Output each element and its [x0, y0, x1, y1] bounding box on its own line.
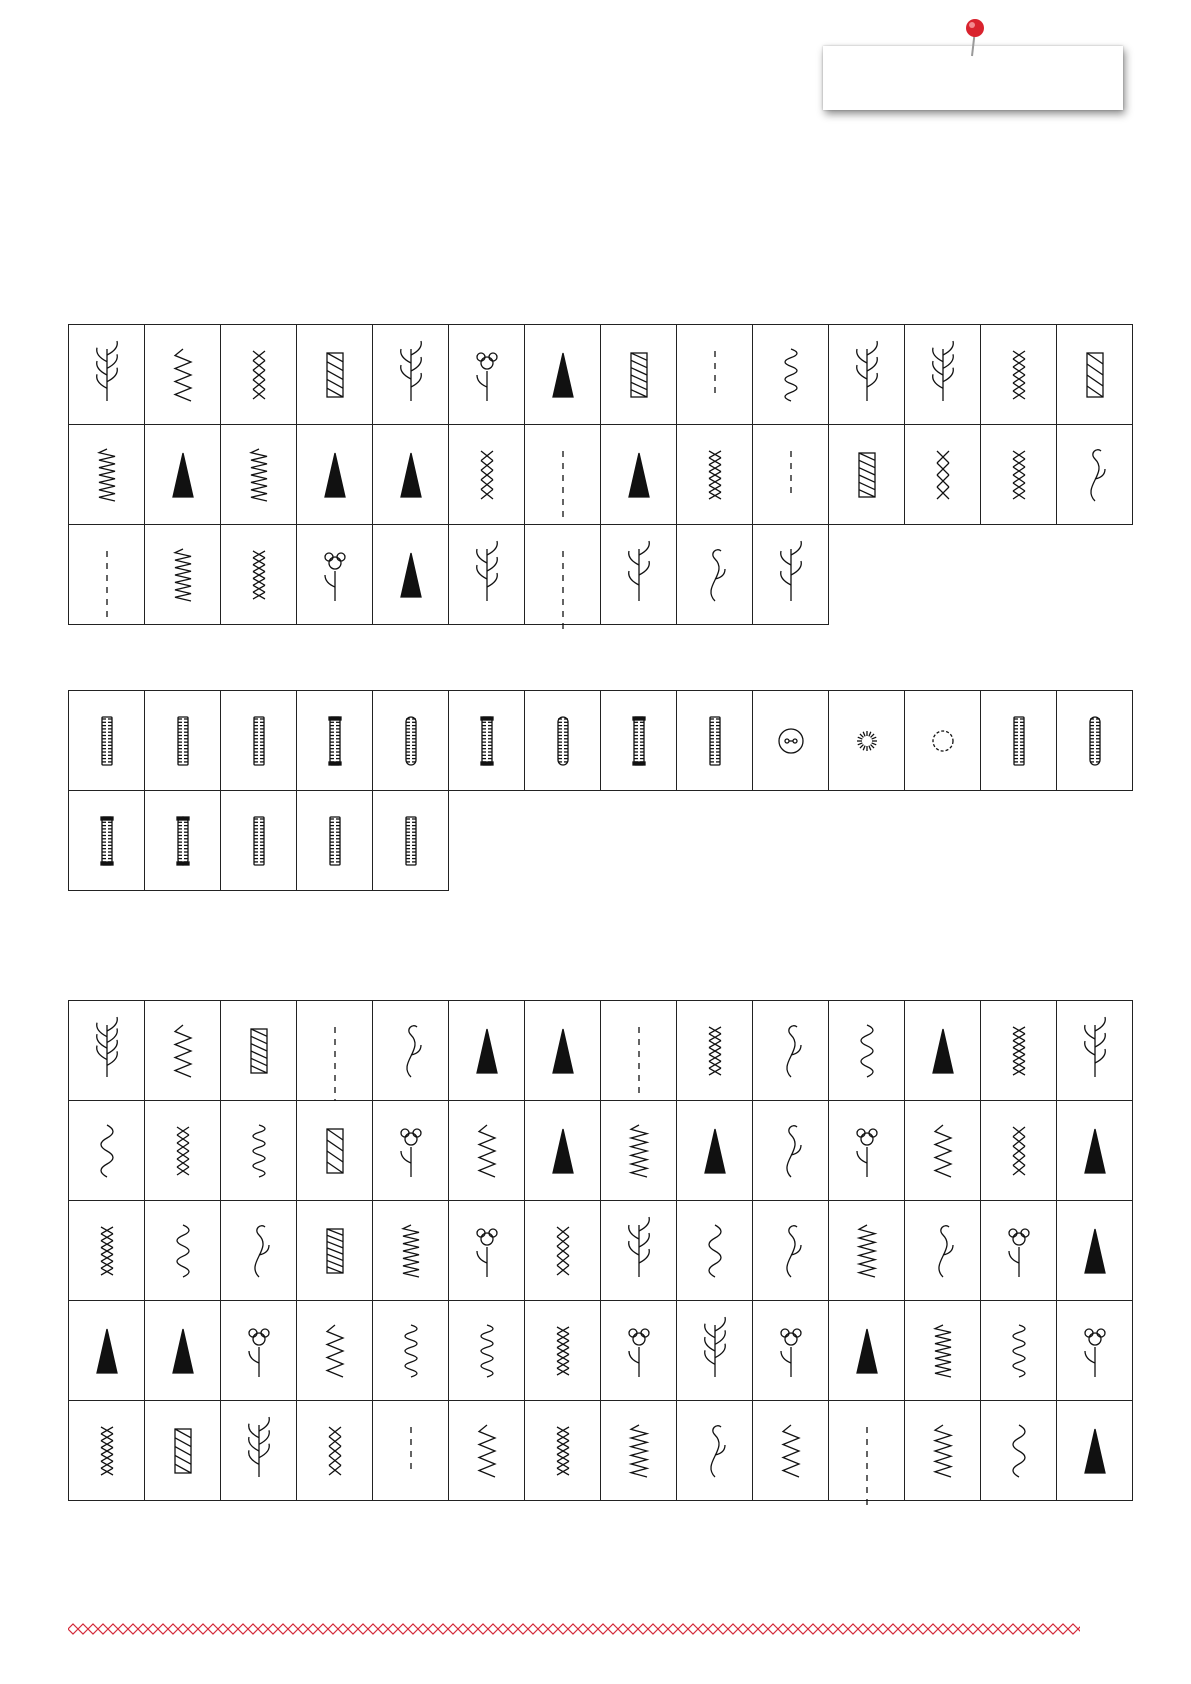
round-tree-icon: [847, 1419, 887, 1483]
stitch-cell: [145, 791, 221, 891]
stitch-cell: [221, 1001, 297, 1101]
stitch-cell: [525, 691, 601, 791]
stitch-cell: [145, 425, 221, 525]
stitch-cell: [525, 325, 601, 425]
stitch-cell: [981, 1201, 1057, 1301]
stitch-cell: [449, 691, 525, 791]
leaf-curl-icon: [999, 1319, 1039, 1383]
stitch-cell: [905, 1201, 981, 1301]
stitch-cell: [221, 325, 297, 425]
leaf-outline-icon: [847, 1019, 887, 1083]
stitch-cell: [981, 425, 1057, 525]
bud-leaf-icon: [239, 1019, 279, 1083]
ribbon-wave-icon: [315, 543, 355, 607]
mushroom-icon: [999, 1419, 1039, 1483]
stitch-cell: [677, 1101, 753, 1201]
stitch-cell: [373, 791, 449, 891]
stitch-cell: [981, 1001, 1057, 1101]
bh-narrow-icon: [163, 709, 203, 773]
tree-branch-icon: [467, 1319, 507, 1383]
serpentine-icon: [315, 343, 355, 407]
decorative-stitch-grid: [68, 1000, 1133, 1501]
lotus-small-icon: [163, 1419, 203, 1483]
bh-round-icon: [391, 709, 431, 773]
red-diamond-chain-border: [68, 1622, 1080, 1636]
stitch-cell: [449, 1201, 525, 1301]
stitch-cell: [981, 1401, 1057, 1501]
stitch-cell: [601, 1201, 677, 1301]
stitch-cell: [601, 691, 677, 791]
stitch-cell: [373, 1201, 449, 1301]
stitch-cell: [601, 525, 677, 625]
wave-icon: [239, 343, 279, 407]
feather-leaf-icon: [315, 1119, 355, 1183]
satin-block-icon: [695, 443, 735, 507]
diamond-stack-icon: [467, 543, 507, 607]
eyelet-star-icon: [847, 709, 887, 773]
stitch-cell: [69, 1401, 145, 1501]
stitch-cell: [677, 525, 753, 625]
bh-fringe-icon: [999, 709, 1039, 773]
bh-heirloom-icon: [315, 709, 355, 773]
short-dash-icon: [163, 543, 203, 607]
running-wave-icon: [87, 443, 127, 507]
stitch-cell: [753, 425, 829, 525]
rose-vine-icon: [695, 1219, 735, 1283]
swirl-vine-icon: [543, 1019, 583, 1083]
straight-dash-icon: [467, 343, 507, 407]
small-fern-icon: [619, 1219, 659, 1283]
stitch-cell: [905, 425, 981, 525]
bh-straight-outline-icon: [695, 709, 735, 773]
stitch-cell: [829, 325, 905, 425]
stitch-cell: [1057, 691, 1133, 791]
stitch-cell: [297, 1401, 373, 1501]
stitch-cell: [297, 525, 373, 625]
wheat-icon: [391, 1219, 431, 1283]
fern-arc-icon: [87, 1119, 127, 1183]
arrow-stack-icon: [619, 543, 659, 607]
stitch-cell: [677, 691, 753, 791]
triple-straight-icon: [391, 343, 431, 407]
stitch-cell: [373, 1101, 449, 1201]
stitch-cell: [221, 425, 297, 525]
stitch-cell: [145, 1101, 221, 1201]
triangle-fill-icon: [923, 443, 963, 507]
zigzag-icon: [163, 343, 203, 407]
straight-icon: [87, 343, 127, 407]
stitch-cell: [1057, 1001, 1133, 1101]
bird-branch-icon: [847, 1119, 887, 1183]
stretch-overlock-icon: [315, 443, 355, 507]
flower-cluster-icon: [923, 1119, 963, 1183]
stitch-cell: [297, 325, 373, 425]
checker-box-icon: [695, 543, 735, 607]
stitch-cell: [145, 1401, 221, 1501]
tulip-pair-icon: [87, 1019, 127, 1083]
single-straight-icon: [239, 543, 279, 607]
tiny-bar-icon: [847, 443, 887, 507]
stitch-cell: [829, 1201, 905, 1301]
stitch-cell: [981, 325, 1057, 425]
sprout-icon: [999, 1019, 1039, 1083]
stitch-cell: [449, 1401, 525, 1501]
stitch-cell: [829, 1301, 905, 1401]
stitch-cell: [905, 691, 981, 791]
tulip-bed-icon: [239, 1419, 279, 1483]
blind-hem-icon: [695, 343, 735, 407]
berry-vine-icon: [391, 1019, 431, 1083]
bh-satin-icon: [391, 809, 431, 873]
butterfly-icon: [543, 1319, 583, 1383]
hem-curve-icon: [1075, 443, 1115, 507]
stitch-cell: [449, 525, 525, 625]
stitch-cell: [221, 525, 297, 625]
stitch-cell: [753, 325, 829, 425]
stem-leaf-icon: [923, 1019, 963, 1083]
stitch-cell: [905, 1401, 981, 1501]
stitch-cell: [677, 1401, 753, 1501]
stitch-cell: [221, 1401, 297, 1501]
apple-leaf-icon: [771, 1119, 811, 1183]
bellflower-icon: [999, 1219, 1039, 1283]
stitch-cell: [373, 691, 449, 791]
bh-stretch-icon: [239, 709, 279, 773]
stitch-cell: [297, 1201, 373, 1301]
curl-vine-icon: [391, 1319, 431, 1383]
stitch-cell: [449, 1101, 525, 1201]
stitch-cell: [525, 1201, 601, 1301]
crescent-icon: [163, 1219, 203, 1283]
bh-keyhole-oval-icon: [543, 709, 583, 773]
tulip-stem-icon: [1075, 1219, 1115, 1283]
stitch-cell: [373, 1001, 449, 1101]
stitch-cell: [1057, 425, 1133, 525]
stitch-cell: [1057, 1101, 1133, 1201]
comb-icon: [391, 543, 431, 607]
stitch-cell: [601, 1401, 677, 1501]
stitch-cell: [981, 1101, 1057, 1201]
stitch-cell: [145, 325, 221, 425]
wheat-ear-icon: [391, 1419, 431, 1483]
stitch-cell: [221, 691, 297, 791]
stitch-cell: [69, 1201, 145, 1301]
stitch-cell: [1057, 1301, 1133, 1401]
slant-icon: [999, 343, 1039, 407]
stitch-cell: [69, 425, 145, 525]
stitch-cell: [1057, 325, 1133, 425]
stitch-cell: [69, 1301, 145, 1401]
bh-keyhole-square-icon: [619, 709, 659, 773]
stitch-cell: [373, 325, 449, 425]
bartack-icon: [771, 443, 811, 507]
button-sew-icon: [771, 709, 811, 773]
tree-circles-icon: [771, 1419, 811, 1483]
stitch-cell: [905, 1301, 981, 1401]
stitch-cell: [525, 525, 601, 625]
stitch-cell: [1057, 1401, 1133, 1501]
single-bar-icon: [543, 443, 583, 507]
stitch-cell: [525, 425, 601, 525]
dandelion-icon: [695, 1319, 735, 1383]
stitch-cell: [981, 1301, 1057, 1401]
stitch-cell: [753, 1101, 829, 1201]
butterfly-leaf-icon: [391, 1119, 431, 1183]
lily-spray-icon: [163, 1119, 203, 1183]
stitch-cell: [753, 1001, 829, 1101]
stitch-cell: [829, 1101, 905, 1201]
practical-stitch-grid: [68, 324, 1133, 625]
stitch-cell: [829, 1001, 905, 1101]
tulip-fan-icon: [467, 1119, 507, 1183]
stitch-cell: [449, 1001, 525, 1101]
stitch-cell: [373, 1401, 449, 1501]
stitch-cell: [221, 791, 297, 891]
stitch-cell: [69, 525, 145, 625]
oak-leaf-icon: [619, 1119, 659, 1183]
stitch-cell: [297, 1101, 373, 1201]
stitch-cell: [69, 325, 145, 425]
curl-leaf-icon: [695, 1019, 735, 1083]
stitch-cell: [753, 1301, 829, 1401]
figure-eight-icon: [1075, 1319, 1115, 1383]
bh-oval-dense-icon: [1075, 709, 1115, 773]
rosebud-icon: [847, 1219, 887, 1283]
four-petal-icon: [239, 1319, 279, 1383]
stitch-cell: [601, 425, 677, 525]
stitch-cell: [601, 1001, 677, 1101]
stitch-cell: [373, 425, 449, 525]
heart-leaves-icon: [999, 1119, 1039, 1183]
paisley-icon: [923, 1319, 963, 1383]
maple-leaf-icon: [619, 1019, 659, 1083]
stitch-cell: [69, 1101, 145, 1201]
stitch-cell: [449, 1301, 525, 1401]
stitch-cell: [829, 1401, 905, 1501]
stitch-cell: [145, 525, 221, 625]
stitch-cell: [297, 425, 373, 525]
stitch-cell: [677, 425, 753, 525]
stitch-cell: [297, 791, 373, 891]
buttonhole-grid: [68, 690, 1133, 891]
stitch-cell: [753, 525, 829, 625]
pine-tree-icon: [923, 1419, 963, 1483]
stitch-cell: [449, 425, 525, 525]
stitch-cell: [829, 425, 905, 525]
s-wave-icon: [695, 1119, 735, 1183]
stitch-cell: [677, 325, 753, 425]
stitch-cell: [221, 1301, 297, 1401]
dark-leaves-icon: [239, 1119, 279, 1183]
stitch-cell: [753, 1201, 829, 1301]
flower-cross-icon: [467, 1019, 507, 1083]
stitch-cell: [69, 791, 145, 891]
stitch-cell: [221, 1101, 297, 1201]
stitch-cell: [601, 1301, 677, 1401]
mesh-icon: [467, 443, 507, 507]
double-overlock-icon: [391, 443, 431, 507]
stitch-cell: [981, 691, 1057, 791]
bush-leaves-icon: [619, 1319, 659, 1383]
stitch-cell: [373, 525, 449, 625]
flower-pair-icon: [163, 1019, 203, 1083]
vine-leaves-icon: [543, 1219, 583, 1283]
bh-keyhole-icon: [467, 709, 507, 773]
stitch-cell: [297, 1001, 373, 1101]
honeycomb-icon: [1075, 343, 1115, 407]
stitch-cell: [829, 691, 905, 791]
stitch-cell: [677, 1301, 753, 1401]
stitch-cell: [297, 1301, 373, 1401]
blossom-trail-icon: [163, 1319, 203, 1383]
stitch-cell: [69, 1001, 145, 1101]
stitch-cell: [221, 1201, 297, 1301]
pushpin-icon: [960, 16, 990, 58]
bh-keyhole-alt-icon: [239, 809, 279, 873]
stitch-cell: [525, 1401, 601, 1501]
dark-flower-vine-icon: [771, 1219, 811, 1283]
stitch-cell: [905, 1001, 981, 1101]
sunburst-icon: [239, 1219, 279, 1283]
stitch-cell: [677, 1001, 753, 1101]
zigzag-wide-icon: [543, 343, 583, 407]
stitch-cell: [753, 1401, 829, 1501]
pin-flowers-icon: [771, 1319, 811, 1383]
bh-arrow-icon: [315, 809, 355, 873]
seed-stems-icon: [847, 1319, 887, 1383]
stitch-cell: [145, 1301, 221, 1401]
eyelet-round-icon: [923, 709, 963, 773]
stitch-cell: [525, 1001, 601, 1101]
star-vine-icon: [1075, 1019, 1115, 1083]
stitch-cell: [753, 691, 829, 791]
double-straight-icon: [87, 543, 127, 607]
curl-flower-icon: [315, 1319, 355, 1383]
stitch-cell: [297, 691, 373, 791]
tight-zigzag-icon: [239, 443, 279, 507]
stitch-cell: [905, 325, 981, 425]
tree-fill-icon: [999, 443, 1039, 507]
fan-border-icon: [695, 1419, 735, 1483]
rose-cluster-icon: [87, 1319, 127, 1383]
stitch-cell: [1057, 1201, 1133, 1301]
dense-bars-icon: [619, 443, 659, 507]
stitch-cell: [145, 1001, 221, 1101]
bead-arc-icon: [87, 1219, 127, 1283]
bh-oval-alt-icon: [163, 809, 203, 873]
stitch-cell: [601, 1101, 677, 1201]
vari-overlock-icon: [771, 343, 811, 407]
fern-fan-icon: [771, 1019, 811, 1083]
lotus-wide-icon: [315, 1419, 355, 1483]
stitch-cell: [69, 691, 145, 791]
fern-spray-icon: [315, 1219, 355, 1283]
palm-icon: [619, 1419, 659, 1483]
stitch-cell: [145, 1201, 221, 1301]
stitch-cell: [449, 325, 525, 425]
stitch-cell: [525, 1101, 601, 1201]
stitch-cell: [373, 1301, 449, 1401]
tri-zigzag-icon: [923, 343, 963, 407]
rose-border-icon: [1075, 1419, 1115, 1483]
stitch-cell: [145, 691, 221, 791]
bh-standard-icon: [87, 709, 127, 773]
lotus-icon: [87, 1419, 127, 1483]
clover-box-icon: [543, 1119, 583, 1183]
cross-zig-icon: [543, 543, 583, 607]
scallop-zig-icon: [163, 443, 203, 507]
stitch-cell: [525, 1301, 601, 1401]
cactus-icon: [543, 1419, 583, 1483]
leaf-sprig-icon: [467, 1419, 507, 1483]
leaf-wreath-icon: [923, 1219, 963, 1283]
stitch-cell: [905, 1101, 981, 1201]
bh-fringe-alt-icon: [87, 809, 127, 873]
stitch-cell: [601, 325, 677, 425]
stitch-cell: [677, 1201, 753, 1301]
floral-chain-icon: [1075, 1119, 1115, 1183]
lotus-wave-icon: [315, 1019, 355, 1083]
feather-icon: [847, 343, 887, 407]
grid-box-icon: [771, 543, 811, 607]
cross-stitch-icon: [619, 343, 659, 407]
twig-icon: [467, 1219, 507, 1283]
